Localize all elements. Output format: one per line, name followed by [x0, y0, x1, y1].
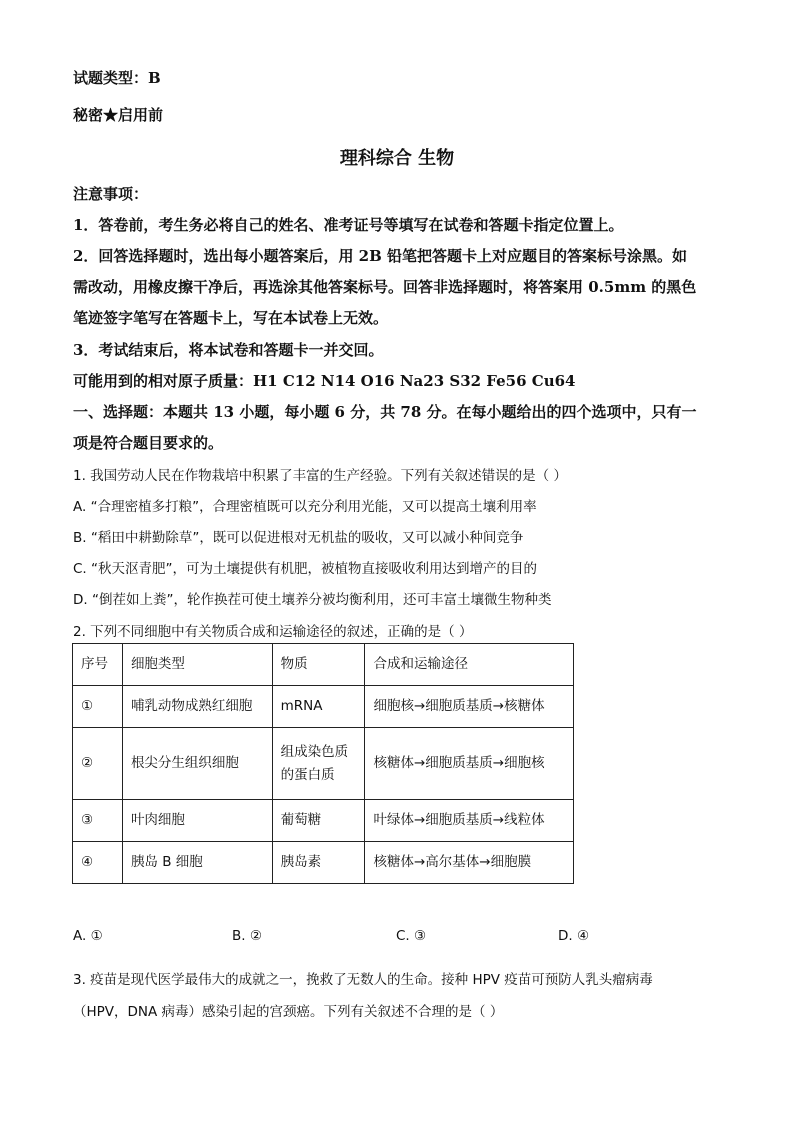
table-header-cell: 合成和运输途径: [365, 644, 574, 686]
table-cell: ③: [73, 800, 123, 842]
question-1-stem: 1. 我国劳动人民在作物栽培中积累了丰富的生产经验。下列有关叙述错误的是（ ）: [73, 468, 567, 484]
table-cell: ①: [73, 686, 123, 728]
notice-item-2-line-2: 需改动，用橡皮擦干净后，再选涂其他答案标号。回答非选择题时，将答案用 0.5mm 的黑色: [73, 278, 697, 296]
question-2-option-a: A. ①: [73, 928, 103, 944]
question-1-option-c: C. “秋天沤青肥”，可为土壤提供有机肥，被植物直接吸收利用达到增产的目的: [73, 561, 537, 577]
notice-heading: 注意事项：: [73, 185, 149, 203]
table-row: [73, 728, 574, 800]
question-3-stem-line-2: （HPV，DNA 病毒）感染引起的宫颈癌。下列有关叙述不合理的是（ ）: [73, 1004, 504, 1020]
question-2-stem: 2. 下列不同细胞中有关物质合成和运输途径的叙述，正确的是（ ）: [73, 624, 473, 640]
page-title: 理科综合 生物: [339, 148, 455, 169]
table-row: [73, 842, 574, 884]
table-header-row: [73, 644, 574, 686]
question-1-option-a: A. “合理密植多打粮”，合理密植既可以充分利用光能，又可以提高土壤利用率: [73, 499, 537, 515]
table-header-cell: 细胞类型: [122, 644, 272, 686]
section-1-heading-line-2: 项是符合题目要求的。: [73, 434, 224, 452]
notice-item-2-line-3: 笔迹签字笔写在答题卡上，写在本试卷上无效。: [73, 309, 389, 327]
table-cell: mRNA: [272, 686, 365, 728]
table-header-cell: 序号: [73, 644, 123, 686]
notice-item-2-line-1: 2．回答选择题时，选出每小题答案后，用 2B 铅笔把答题卡上对应题目的答案标号涂黑。如: [73, 247, 688, 265]
question-2-option-d: D. ④: [558, 928, 590, 944]
table-cell: 核糖体→高尔基体→细胞膜: [365, 842, 574, 884]
table-cell: 核糖体→细胞质基质→细胞核: [365, 728, 574, 800]
table-cell: 胰岛素: [272, 842, 365, 884]
table-cell: 葡萄糖: [272, 800, 365, 842]
exam-type-line: 试题类型：B: [73, 69, 161, 87]
table-cell: 根尖分生组织细胞: [122, 728, 272, 800]
section-1-heading-line-1: 一、选择题：本题共 13 小题，每小题 6 分，共 78 分。在每小题给出的四个选项中，只有一: [73, 403, 697, 421]
table-row: [73, 800, 574, 842]
table-cell: 叶肉细胞: [122, 800, 272, 842]
table-cell: 组成染色质的蛋白质: [272, 728, 365, 800]
question-1-option-b: B. “稻田中耕勤除草”，既可以促进根对无机盐的吸收，又可以减小种间竞争: [73, 530, 524, 546]
table-cell: 胰岛 B 细胞: [122, 842, 272, 884]
table-row: [73, 686, 574, 728]
notice-item-3: 3．考试结束后，将本试卷和答题卡一并交回。: [73, 341, 384, 359]
question-2-option-b: B. ②: [232, 928, 262, 944]
table-cell: ④: [73, 842, 123, 884]
confidential-line: 秘密★启用前: [73, 106, 164, 124]
table-header-cell: 物质: [272, 644, 365, 686]
notice-item-1: 1．答卷前，考生务必将自己的姓名、准考证号等填写在试卷和答题卡指定位置上。: [73, 216, 624, 234]
table-cell: 哺乳动物成熟红细胞: [122, 686, 272, 728]
table-cell: 细胞核→细胞质基质→核糖体: [365, 686, 574, 728]
question-2-option-c: C. ③: [396, 928, 427, 944]
question-3-stem-line-1: 3. 疫苗是现代医学最伟大的成就之一，挽救了无数人的生命。接种 HPV 疫苗可预防人乳头瘤病毒: [73, 972, 653, 988]
question-2-table: [72, 643, 574, 884]
table-cell: 叶绿体→细胞质基质→线粒体: [365, 800, 574, 842]
atomic-mass-line: 可能用到的相对原子质量：H1 C12 N14 O16 Na23 S32 Fe56 Cu64: [73, 372, 576, 390]
table-cell: ②: [73, 728, 123, 800]
question-1-option-d: D. “倒茬如上粪”，轮作换茬可使土壤养分被均衡利用，还可丰富土壤微生物种类: [73, 592, 552, 608]
